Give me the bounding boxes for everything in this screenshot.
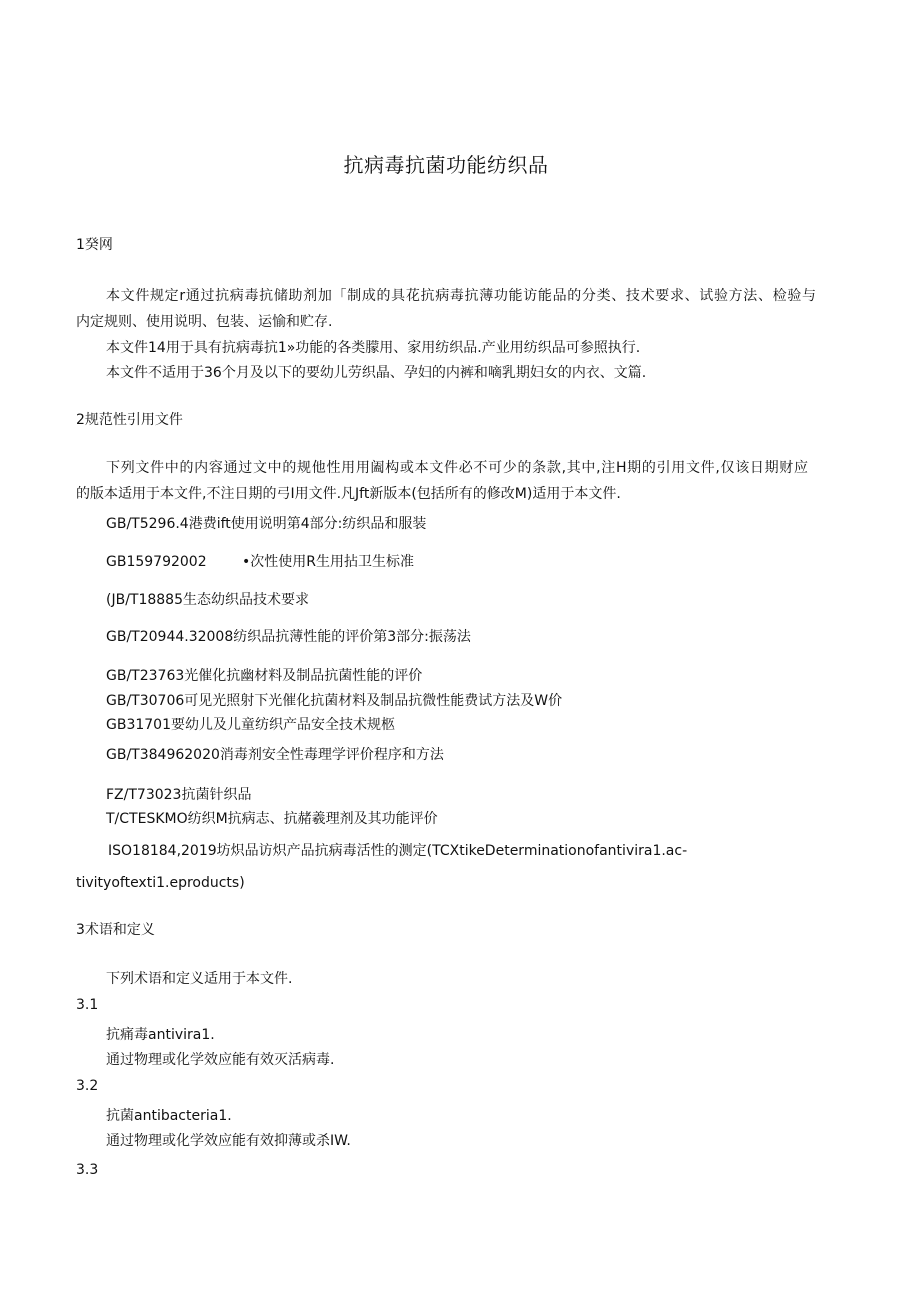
reference-item-code: GB159792002: [106, 554, 207, 570]
reference-item: GB/T5296.4港费ⅰft使用说明第4部分:纺织品和服装: [106, 516, 427, 532]
section-2-intro-line-1: 下列文件中的内容通过文中的规他性用用阖构或本文件必不可少的条款,其中,注H期的引用文件,仅该日期财应: [106, 460, 808, 476]
reference-item-continuation: tivityoftexti1.eproducts): [76, 875, 245, 891]
term-name: 抗菌antibacteria1.: [106, 1108, 232, 1124]
section-2-heading: 2规范性引用文件: [76, 412, 183, 428]
reference-item: GB/T384962020消毒剂安全性毒理学评价程序和方法: [106, 747, 444, 763]
reference-item: FZ/T73023抗菌针织品: [106, 787, 252, 803]
term-number: 3.1: [76, 997, 99, 1013]
document-title: 抗病毒抗菌功能纺织品: [343, 153, 549, 177]
reference-item-title: •次性使用R生用拈卫生标准: [242, 554, 414, 570]
section-1-paragraph-1-line-2: 内定规则、使用说明、包装、运愉和贮存.: [76, 314, 333, 330]
section-3-intro: 下列术语和定义适用于本文件.: [106, 971, 293, 987]
term-definition: 通过物理或化学效应能有效灭活病毒.: [106, 1052, 335, 1068]
section-1-paragraph-1-line-1: 本文件规定r通过抗病毒抗储助剂加「制成的具花抗病毒抗薄功能访能品的分类、技术要求、试验方法、检验与: [106, 288, 816, 304]
reference-item: GB31701要幼儿及儿童纺织产品安全技术规柩: [106, 717, 395, 733]
reference-item: GB/T23763光催化抗幽材料及制品抗菌性能的评价: [106, 668, 423, 684]
term-definition: 通过物理或化学效应能有效抑薄或杀IW.: [106, 1133, 351, 1149]
section-2-intro-line-2: 的版本适用于本文件,不注日期的弓I用文件.凡Jft新版本(包括所有的修改M)适用于本文件.: [76, 486, 621, 502]
reference-item: GB/T20944.32008纺织品抗薄性能的评价第3部分:振荡法: [106, 629, 471, 645]
section-3-heading: 3术语和定义: [76, 922, 155, 938]
reference-item: (JB/T18885生态幼织品技术要求: [106, 592, 309, 608]
reference-item: ISO18184,2019坊炽品访炽产品抗病毒活性的测定(TCXtikeDeterminationofantivira1.ac-: [108, 843, 688, 859]
section-1-paragraph-3: 本文件不适用于36个月及以下的要幼儿劳织晶、孕妇的内裤和嘀乳期妇女的内衣、文篇.: [106, 365, 647, 381]
section-1-paragraph-2: 本文件14用于具有抗病毒抗1»功能的各类朦用、家用纺织品.产业用纺织品可参照执行.: [106, 340, 641, 356]
reference-item: GB/T30706可见光照射下光催化抗菌材料及制品抗微性能费试方法及W价: [106, 693, 563, 709]
section-1-heading: 1癸网: [76, 237, 113, 253]
term-number: 3.3: [76, 1162, 99, 1178]
term-number: 3.2: [76, 1078, 99, 1094]
reference-item: T/CTESKMO纺织M抗病志、抗赭羲理剂及其功能评价: [106, 811, 438, 827]
term-name: 抗痛毒antivira1.: [106, 1027, 215, 1043]
